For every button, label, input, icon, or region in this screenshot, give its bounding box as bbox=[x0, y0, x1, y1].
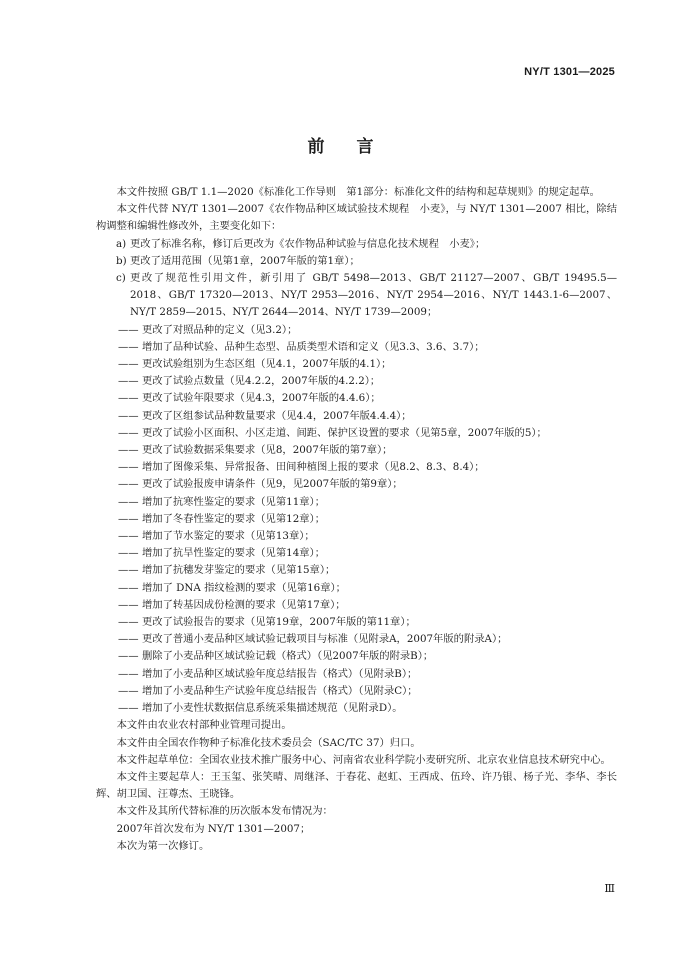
change-dash-item bbox=[96, 545, 617, 562]
dash-marker: —— bbox=[118, 581, 139, 594]
dash-item-text: 更改试验组别为生态区组（见4.1，2007年版的4.1）； bbox=[142, 358, 392, 371]
dash-marker: —— bbox=[118, 340, 139, 353]
change-dash-item bbox=[96, 614, 617, 631]
dash-item-text: 增加了小麦品种区域试验年度总结报告（格式）（见附录B）； bbox=[142, 667, 418, 680]
page-number: Ⅲ bbox=[604, 882, 615, 895]
change-dash-item bbox=[96, 683, 617, 700]
page-title: 前言 bbox=[307, 137, 406, 157]
change-dash-item bbox=[96, 339, 617, 356]
change-dash-item bbox=[96, 528, 617, 545]
dash-item-text: 更改了试验年限要求（见4.3，2007年版的4.4.6）； bbox=[142, 392, 381, 405]
item-text: 更改了标准名称，修订后更改为《农作物品种试验与信息化技术规程 小麦》； bbox=[130, 237, 486, 250]
change-dash-item bbox=[96, 476, 617, 493]
change-dash-item bbox=[96, 648, 617, 665]
dash-marker: —— bbox=[118, 598, 139, 611]
intro-paragraph: 本文件代替 NY/T 1301—2007《农作物品种区域试验技术规程 小麦》，与 NY/T 1301—2007 相比，除结构调整和编辑性修改外，主要变化如下： bbox=[96, 203, 617, 233]
dash-marker: —— bbox=[118, 461, 139, 474]
changes-list bbox=[96, 236, 617, 322]
dash-item-text: 增加了图像采集、异常报备、田间种植图上报的要求（见8.2、8.3、8.4）； bbox=[142, 461, 485, 474]
dash-item-text: 增加了冬春性鉴定的要求（见第12章）； bbox=[142, 512, 325, 525]
change-dash-item bbox=[96, 459, 617, 476]
dash-marker: —— bbox=[118, 547, 139, 560]
dash-marker: —— bbox=[118, 375, 139, 388]
change-dash-item bbox=[96, 631, 617, 648]
dash-list bbox=[96, 322, 617, 718]
closing-paragraph: 本文件主要起草人：王玉玺、张笑晴、周继泽、于春花、赵虹、王西成、伍玲、许乃银、杨子光、李华、李长辉、胡卫国、汪尊杰、王晓锋。 bbox=[96, 770, 617, 801]
dash-item-text: 更改了试验报告的要求（见第19章，2007年版的第11章）； bbox=[142, 616, 416, 629]
closing-paragraph: 本文件及其所代替标准的历次版本发布情况为： bbox=[116, 805, 333, 818]
change-dash-item bbox=[96, 597, 617, 614]
dash-marker: —— bbox=[118, 564, 139, 577]
dash-marker: —— bbox=[118, 616, 139, 629]
dash-marker: —— bbox=[118, 702, 139, 715]
dash-marker: —— bbox=[118, 684, 139, 697]
foreword-body bbox=[96, 184, 617, 855]
dash-marker: —— bbox=[118, 530, 139, 543]
change-dash-item bbox=[96, 580, 617, 597]
closing-paragraph: 2007年首次发布为 NY/T 1301—2007； bbox=[116, 822, 311, 835]
standard-code: NY/T 1301—2025 bbox=[524, 66, 615, 78]
item-text: 更改了适用范围（见第1章，2007年版的第1章）； bbox=[130, 254, 360, 267]
closing-paragraph: 本文件起草单位：全国农业技术推广服务中心、河南省农业科学院小麦研究所、北京农业信息技术研究中心。 bbox=[116, 753, 611, 766]
dash-marker: —— bbox=[118, 392, 139, 405]
dash-marker: —— bbox=[118, 426, 139, 439]
dash-marker: —— bbox=[118, 650, 139, 663]
dash-marker: —— bbox=[118, 633, 139, 646]
change-dash-item bbox=[96, 390, 617, 407]
dash-marker: —— bbox=[118, 478, 139, 491]
change-dash-item bbox=[96, 666, 617, 683]
dash-item-text: 增加了品种试验、品种生态型、品质类型术语和定义（见3.3、3.6、3.7）； bbox=[142, 340, 485, 353]
dash-item-text: 增加了 DNA 指纹检测的要求（见第16章）； bbox=[142, 581, 346, 594]
closing-section bbox=[96, 717, 617, 855]
dash-item-text: 更改了普通小麦品种区域试验记载项目与标准（见附录A，2007年版的附录A）； bbox=[142, 633, 508, 646]
change-item bbox=[96, 270, 617, 322]
dash-item-text: 更改了试验点数量（见4.2.2，2007年版的4.2.2）； bbox=[142, 375, 381, 388]
change-dash-item bbox=[96, 425, 617, 442]
dash-marker: —— bbox=[118, 409, 139, 422]
dash-item-text: 增加了抗寒性鉴定的要求（见第11章）； bbox=[142, 495, 325, 508]
closing-paragraph: 本文件由全国农作物种子标准化技术委员会（SAC/TC 37）归口。 bbox=[116, 736, 421, 749]
change-dash-item bbox=[96, 322, 617, 339]
dash-marker: —— bbox=[118, 512, 139, 525]
change-item bbox=[96, 253, 617, 270]
change-dash-item bbox=[96, 356, 617, 373]
item-text: 更改了规范性引用文件，新引用了 GB/T 5498—2013、GB/T 21127—2007、GB/T 19495.5—2018、GB/T 17320—2013、NY/T 2953—2016、NY/T 2954—2016、NY/T 1443.1-6—2007、NY/T 2859—2015、NY/T 2644—2014、NY/T 1739—2009； bbox=[130, 272, 617, 319]
dash-marker: —— bbox=[118, 444, 139, 457]
dash-item-text: 删除了小麦品种区域试验记载（格式）（见2007年版的附录B）； bbox=[142, 650, 434, 663]
dash-item-text: 更改了对照品种的定义（见3.2）； bbox=[142, 323, 298, 336]
dash-item-text: 更改了试验数据采集要求（见8，2007年版的第7章）； bbox=[142, 444, 393, 457]
dash-item-text: 增加了节水鉴定的要求（见第13章）； bbox=[142, 530, 315, 543]
change-item bbox=[96, 236, 617, 253]
dash-item-text: 增加了转基因成份检测的要求（见第17章）； bbox=[142, 598, 346, 611]
change-dash-item bbox=[96, 494, 617, 511]
change-dash-item bbox=[96, 373, 617, 390]
change-dash-item bbox=[96, 408, 617, 425]
dash-marker: —— bbox=[118, 358, 139, 371]
dash-marker: —— bbox=[118, 667, 139, 680]
dash-item-text: 增加了抗旱性鉴定的要求（见第14章）； bbox=[142, 547, 325, 560]
item-marker: c) bbox=[116, 272, 126, 285]
dash-item-text: 更改了试验报废申请条件（见9，见2007年版的第9章）； bbox=[142, 478, 403, 491]
change-dash-item bbox=[96, 562, 617, 579]
item-marker: b) bbox=[116, 254, 127, 267]
dash-item-text: 增加了抗穗发芽鉴定的要求（见第15章）； bbox=[142, 564, 336, 577]
dash-marker: —— bbox=[118, 495, 139, 508]
dash-marker: —— bbox=[118, 323, 139, 336]
change-dash-item bbox=[96, 700, 617, 717]
closing-paragraph: 本文件由农业农村部种业管理司提出。 bbox=[116, 719, 292, 732]
intro-paragraph: 本文件按照 GB/T 1.1—2020《标准化工作导则 第1部分：标准化文件的结构和起草规则》的规定起草。 bbox=[116, 186, 600, 198]
change-dash-item bbox=[96, 511, 617, 528]
dash-item-text: 更改了试验小区面积、小区走道、间距、保护区设置的要求（见第5章，2007年版的5）； bbox=[142, 426, 547, 439]
dash-item-text: 增加了小麦品种生产试验年度总结报告（格式）（见附录C）； bbox=[142, 684, 418, 697]
change-dash-item bbox=[96, 442, 617, 459]
closing-paragraph: 本次为第一次修订。 bbox=[116, 839, 210, 852]
item-marker: a) bbox=[116, 237, 127, 250]
dash-item-text: 增加了小麦性状数据信息系统采集描述规范（见附录D）。 bbox=[142, 702, 403, 715]
dash-item-text: 更改了区组参试品种数量要求（见4.4，2007年版4.4.4）； bbox=[142, 409, 412, 422]
